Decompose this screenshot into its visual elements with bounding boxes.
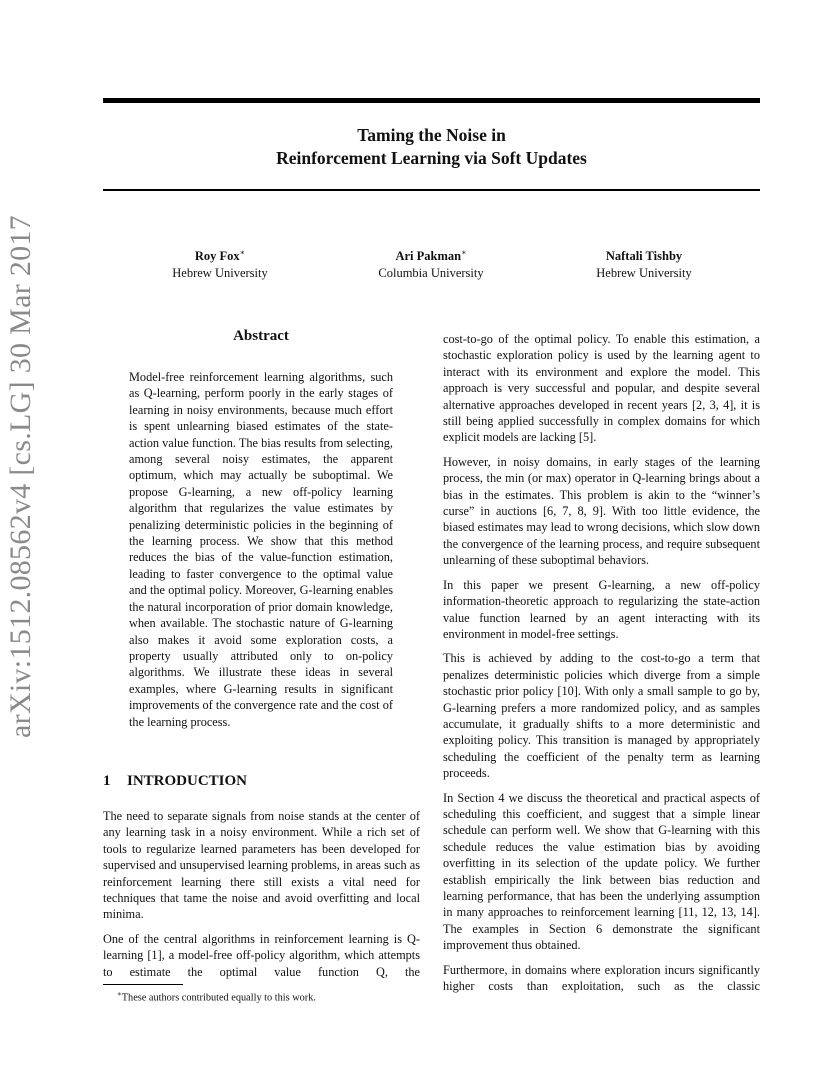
paragraph: However, in noisy domains, in early stages of the learning process, the min (or max) operator in Q-learning brings about a bias in the estimates. This problem is akin to the “winner’s curse” in auctions [6, 7, 8, 9]. With too little evidence, the biased estimates may lead to wrong decisions, which slow down the convergence of the learning process, and require subsequent unlearning of these suboptimal behaviors. [443,454,760,568]
title-rule [103,189,760,191]
author-2 [331,244,531,282]
author-mark: ∗ [461,248,467,257]
paper-title [103,124,760,170]
paragraph: Furthermore, in domains where exploration incurs significantly higher costs than exploitation, such as the classic [443,962,760,994]
arxiv-stamp: arXiv:1512.08562v4 [cs.LG] 30 Mar 2017 [4,215,37,738]
section-number: 1 [103,773,111,789]
abstract-heading: Abstract [233,328,289,344]
author-name: Ari Pakman [395,249,462,264]
author-name: Naftali Tishby [605,249,683,264]
abstract-text [129,369,393,738]
title-line-2: Reinforcement Learning via Soft Updates [276,148,587,168]
paragraph: In this paper we present G-learning, a new off-policy information-theoretic approach to regularizing the state-action value function learned by an agent interacting with its environment in model-free settings. [443,577,760,641]
footnote-text: These authors contributed equally to this work. [121,992,316,1004]
paragraph: One of the central algorithms in reinforcement learning is Q-learning [1], a model-free off-policy algorithm, which attempts to estimate the optimal value function Q, the [103,931,420,979]
top-rule [103,98,760,103]
paragraph: In Section 4 we discuss the theoretical and practical aspects of scheduling this coefficient, and suggest that a simple linear schedule can perform well. We show that G-learning with this schedule reduces the value estimation bias by avoiding overfitting in its selection of the update policy. We further establish empirically the link between bias reduction and learning performance, that has been the underlying assumption in many approaches to reinforcement learning [11, 12, 13, 14]. The examples in Section 6 demonstrate the significant improvement thus obtained. [443,790,760,953]
footnote-rule [103,984,183,985]
footnote-mark: ∗ [117,990,122,998]
paragraph: cost-to-go of the optimal policy. To enable this estimation, a stochastic exploration policy is used by the learning agent to interact with its environment and explore the model. This approach is very successful and popular, and despite several alternative approaches developed in recent years [2, 3, 4], it is still being applied successfully in complex domains for which explicit models are lacking [5]. [443,332,760,445]
author-3 [544,244,744,282]
author-block [103,244,760,284]
left-column-body [103,808,420,988]
paragraph: This is achieved by adding to the cost-to-go a term that penalizes deterministic policies which diverge from a simple stochastic prior policy [10]. With only a small sample to go by, G-learning prefers a more randomized policy, and as samples accumulate, it gradually shifts to a more deterministic and exploiting policy. This transition is managed by appropriately scheduling the coefficient of the penalty term as learning proceeds. [443,651,760,781]
right-column-body [443,331,760,1002]
paragraph: The need to separate signals from noise stands at the center of any learning task in a noisy environment. While a rich set of tools to regularize learned parameters has been developed for supervised and unsupervised learning problems, in areas such as reinforcement learning there still exists a vital need for techniques that tame the noise and avoid overfitting and local minima. [103,809,420,922]
author-affiliation: Hebrew University [172,266,268,281]
author-affiliation: Columbia University [378,266,484,281]
section-heading-introduction [103,773,247,790]
footnote [117,988,316,1004]
author-affiliation: Hebrew University [596,266,692,281]
title-line-1: Taming the Noise in [357,125,506,145]
author-name: Roy Fox [194,249,240,264]
author-mark: ∗ [239,248,246,257]
abstract-paragraph: Model-free reinforcement learning algorithms, such as Q-learning, perform poorly in the early stages of learning in noisy environments, because much effort is spent unlearning biased estimates of the state-action value function. The bias results from selecting, among several noisy estimates, the apparent optimum, which may actually be suboptimal. We propose G-learning, a new off-policy learning algorithm that regularizes the value estimates by penalizing deterministic policies in the beginning of the learning process. We show that this method reduces the bias of the value-function estimation, leading to faster convergence to the optimal value and the optimal policy. Moreover, G-learning enables the natural incorporation of prior domain knowledge, when available. The stochastic nature of G-learning also makes it avoid some exploration costs, a property usually attributed only to on-policy algorithms. We illustrate these ideas in several examples, where G-learning results in significant improvements of the convergence rate and the cost of the learning process. [129,370,393,729]
author-1 [120,244,320,282]
section-title: INTRODUCTION [127,773,248,789]
